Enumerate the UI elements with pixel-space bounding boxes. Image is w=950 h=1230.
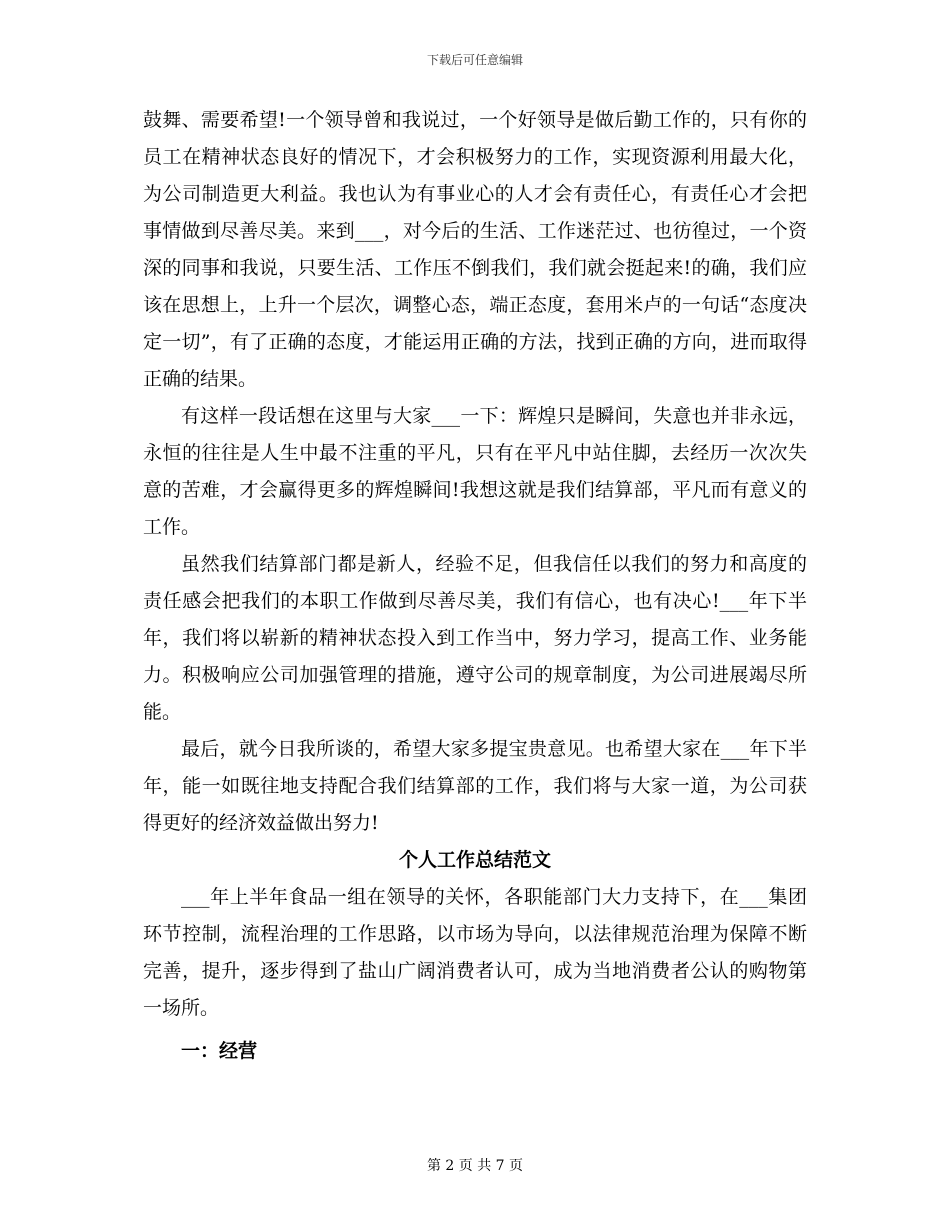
page-number-footer: 第 2 页 共 7 页	[426, 1158, 524, 1174]
page-header-note: 下载后可任意编辑	[426, 53, 523, 67]
paragraph-1: 鼓舞、需要希望!一个领导曾和我说过，一个好领导是做后勤工作的，只有你的员工在精神状态良好的情况下，才会积极努力的工作，实现资源利用最大化，为公司制造更大利益。我也认为有事业心的人才会有责任心，有责任心才会把事情做到尽善尽美。来到___，对今后的生活、工作迷茫过、也彷徨过，一个资深的同事和我说，只要生活、工作压不倒我们，我们就会挺起来!的确，我们应该在思想上，上升一个层次，调整心态，端正态度，套用米卢的一句话“态度决定一切”，有了正确的态度，才能运用正确的方法，找到正确的方向，进而取得正确的结果。	[143, 109, 807, 390]
document-body	[143, 102, 807, 1070]
paragraph-4: 最后，就今日我所谈的，希望大家多提宝贵意见。也希望大家在___年下半年，能一如既往地支持配合我们结算部的工作，我们将与大家一道，为公司获得更好的经济效益做出努力!	[143, 738, 807, 834]
section-title: 个人工作总结范文	[398, 849, 551, 871]
subheading-operations: 一：经营	[181, 1040, 258, 1062]
paragraph-5: ___年上半年食品一组在领导的关怀，各职能部门大力支持下，在___集团环节控制，流程治理的工作思路，以市场为导向，以法律规范治理为保障不断完善，提升，逐步得到了盐山广阔消费者认可，成为当地消费者公认的购物第一场所。	[143, 886, 807, 1019]
paragraph-2: 有这样一段话想在这里与大家___一下：辉煌只是瞬间，失意也并非永远，永恒的往往是人生中最不注重的平凡，只有在平凡中站住脚，去经历一次次失意的苦难，才会赢得更多的辉煌瞬间!我想这就是我们结算部，平凡而有意义的工作。	[143, 405, 807, 538]
paragraph-3: 虽然我们结算部门都是新人，经验不足，但我信任以我们的努力和高度的责任感会把我们的本职工作做到尽善尽美，我们有信心，也有决心!___年下半年，我们将以崭新的精神状态投入到工作当中，努力学习，提高工作、业务能力。积极响应公司加强管理的措施，遵守公司的规章制度，为公司进展竭尽所能。	[143, 553, 807, 723]
